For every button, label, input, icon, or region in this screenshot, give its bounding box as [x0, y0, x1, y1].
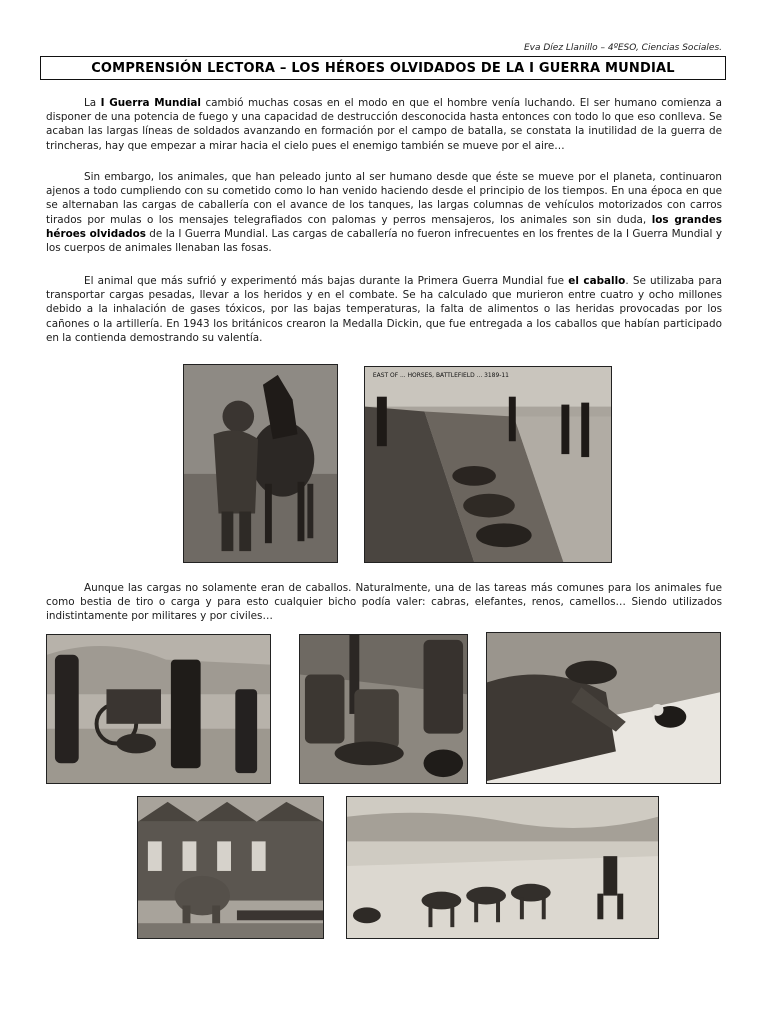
paragraph-3: [46, 274, 722, 345]
paragraph-4: [46, 581, 722, 624]
p3-text-c: . Se utilizaba para transportar cargas pesadas, llevar a los heridos y en el combate. Se ha calculado que murieron entre cuatro y ocho millones debido a la inhalación de gases tóxicos, por las bajas temperaturas, la falta de alimentos o las heridas provocadas por los cañones o la artillería. En 1943 los británicos crearon la Medalla Dickin, que fue entregada a los caballos que habían participado en la contienda demostrando su valentía.: [46, 275, 722, 344]
photo-soldier-horse-gasmask: [183, 364, 338, 563]
p2-text-c: de la I Guerra Mundial. Las cargas de caballería no fueron infrecuentes en los frentes de la I Guerra Mundial y los cuerpos de animales llenaban las fosas.: [46, 227, 722, 255]
title-box: [40, 56, 726, 80]
page-title: COMPRENSIÓN LECTORA – LOS HÉROES OLVIDADOS DE LA I GUERRA MUNDIAL: [91, 60, 675, 76]
photo-elephant-town: [137, 796, 324, 939]
p1-text-a: La: [84, 97, 101, 109]
author-header: Eva Díez Llanillo – 4ºESO, Ciencias Sociales.: [523, 43, 722, 53]
photo-soldier-cat-snow: [486, 632, 721, 784]
p3-bold: el caballo: [568, 275, 626, 287]
photo-caption: EAST OF ... HORSES, BATTLEFIELD ... 3189-11: [372, 371, 509, 379]
photo-soldiers-dogs: [299, 634, 468, 784]
p1-bold: I Guerra Mundial: [100, 97, 201, 109]
p3-text-a: El animal que más sufrió y experimentó más bajas durante la Primera Guerra Mundial fue: [84, 275, 569, 287]
paragraph-1: [46, 96, 722, 153]
photo-dog-cart: [46, 634, 271, 784]
p1-text-c: cambió muchas cosas en el modo en que el hombre venía luchando. El ser humano comienza a disponer de una potencia de fuego y una capacidad de destrucción desconocida hasta entonces con todo lo que eso conlleva. Se acaban las largas líneas de soldados avanzando en formación por el campo de batalla, se constata la inutilidad de la guerra de trincheras, hay que empezar a mirar hacia el cielo pues el enemigo también se mueve por el aire…: [46, 97, 723, 152]
p4-text-a: Aunque las cargas no solamente eran de caballos. Naturalmente, una de las tareas más comunes para los animales fue como bestia de tiro o carga y para esto cualquier bicho podía valer: cabras, elefantes, renos, camellos… Siendo utilizados indistintamente por militares y por civiles…: [46, 582, 722, 623]
p2-text-a: Sin embargo, los animales, que han peleado junto al ser humano desde que éste se mueve por el planeta, continuaron ajenos a todo cumpliendo con su cometido como lo han venido haciendo desde el principio de los tiempos. En una época en que se alternaban las cargas de caballería con el avance de los tanques, las largas columnas de vehículos motorizados con carros tirados por mulas o los mensajes telegrafiados con palomas y perros mensajeros, los animales son sin duda,: [46, 171, 722, 226]
photo-horses-trench: [364, 366, 612, 563]
paragraph-2: [46, 170, 722, 255]
p2-bold: los grandes héroes olvidados: [46, 213, 722, 240]
photo-reindeer-sled: [346, 796, 659, 939]
